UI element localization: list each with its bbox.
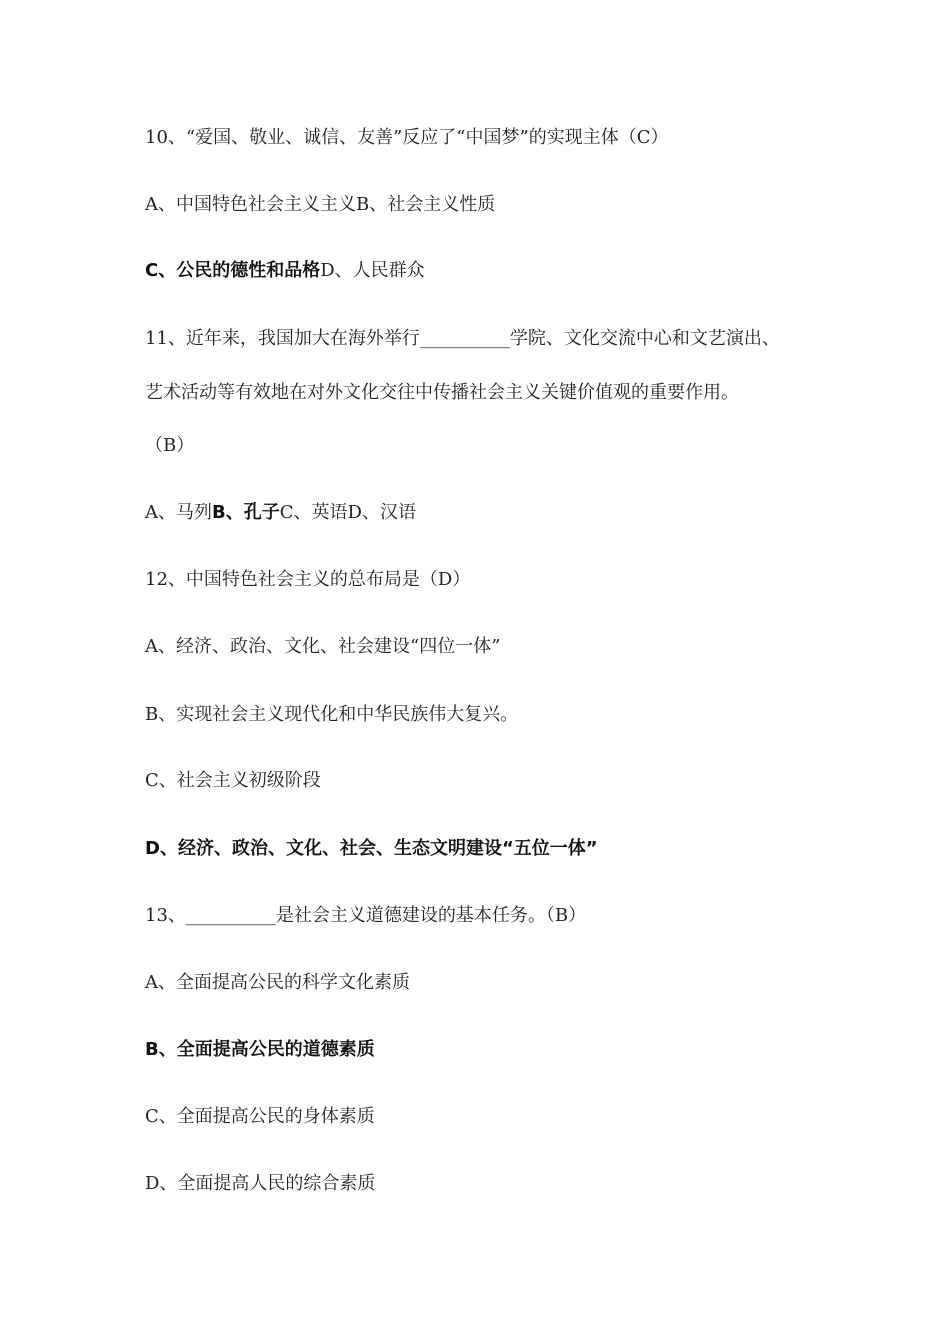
q13-option-d: D、全面提高人民的综合素质 — [145, 1173, 376, 1194]
question-11-answer: （B） — [145, 435, 195, 456]
q10-options-a-b: A、中国特色社会主义主义B、社会主义性质 — [145, 194, 496, 215]
q12-option-a: A、经济、政治、文化、社会建设“四位一体” — [145, 636, 501, 657]
q10-option-c-correct: C、公民的德性和品格 — [145, 260, 321, 281]
question-12: 12、中国特色社会主义的总布局是（D） — [145, 569, 471, 590]
q12-option-d-correct: D、经济、政治、文化、社会、生态文明建设“五位一体” — [145, 838, 598, 859]
q13-option-b-correct: B、全面提高公民的道德素质 — [145, 1039, 375, 1060]
q11-option-a: A、马列 — [145, 502, 212, 523]
question-10: 10、“爱国、敬业、诚信、友善”反应了“中国梦”的实现主体（C） — [145, 127, 669, 148]
q12-option-b: B、实现社会主义现代化和中华民族伟大复兴。 — [145, 704, 519, 725]
question-13: 13、__________是社会主义道德建设的基本任务。（B） — [145, 905, 587, 926]
q11-options-c-d: C、英语D、汉语 — [279, 502, 416, 523]
q13-option-c: C、全面提高公民的身体素质 — [145, 1106, 375, 1127]
q10-options-c-d — [145, 258, 425, 284]
q13-option-a: A、全面提高公民的科学文化素质 — [145, 972, 410, 993]
question-11-line-2: 艺术活动等有效地在对外文化交往中传播社会主义关键价值观的重要作用。 — [145, 382, 739, 403]
q11-options — [145, 500, 416, 526]
question-11-line-1: 11、近年来，我国加大在海外举行__________学院、文化交流中心和文艺演出、 — [145, 328, 780, 349]
q11-option-b-correct: B、孔子 — [212, 502, 280, 523]
q10-option-d: D、人民群众 — [320, 260, 425, 281]
q12-option-c: C、社会主义初级阶段 — [145, 770, 321, 791]
